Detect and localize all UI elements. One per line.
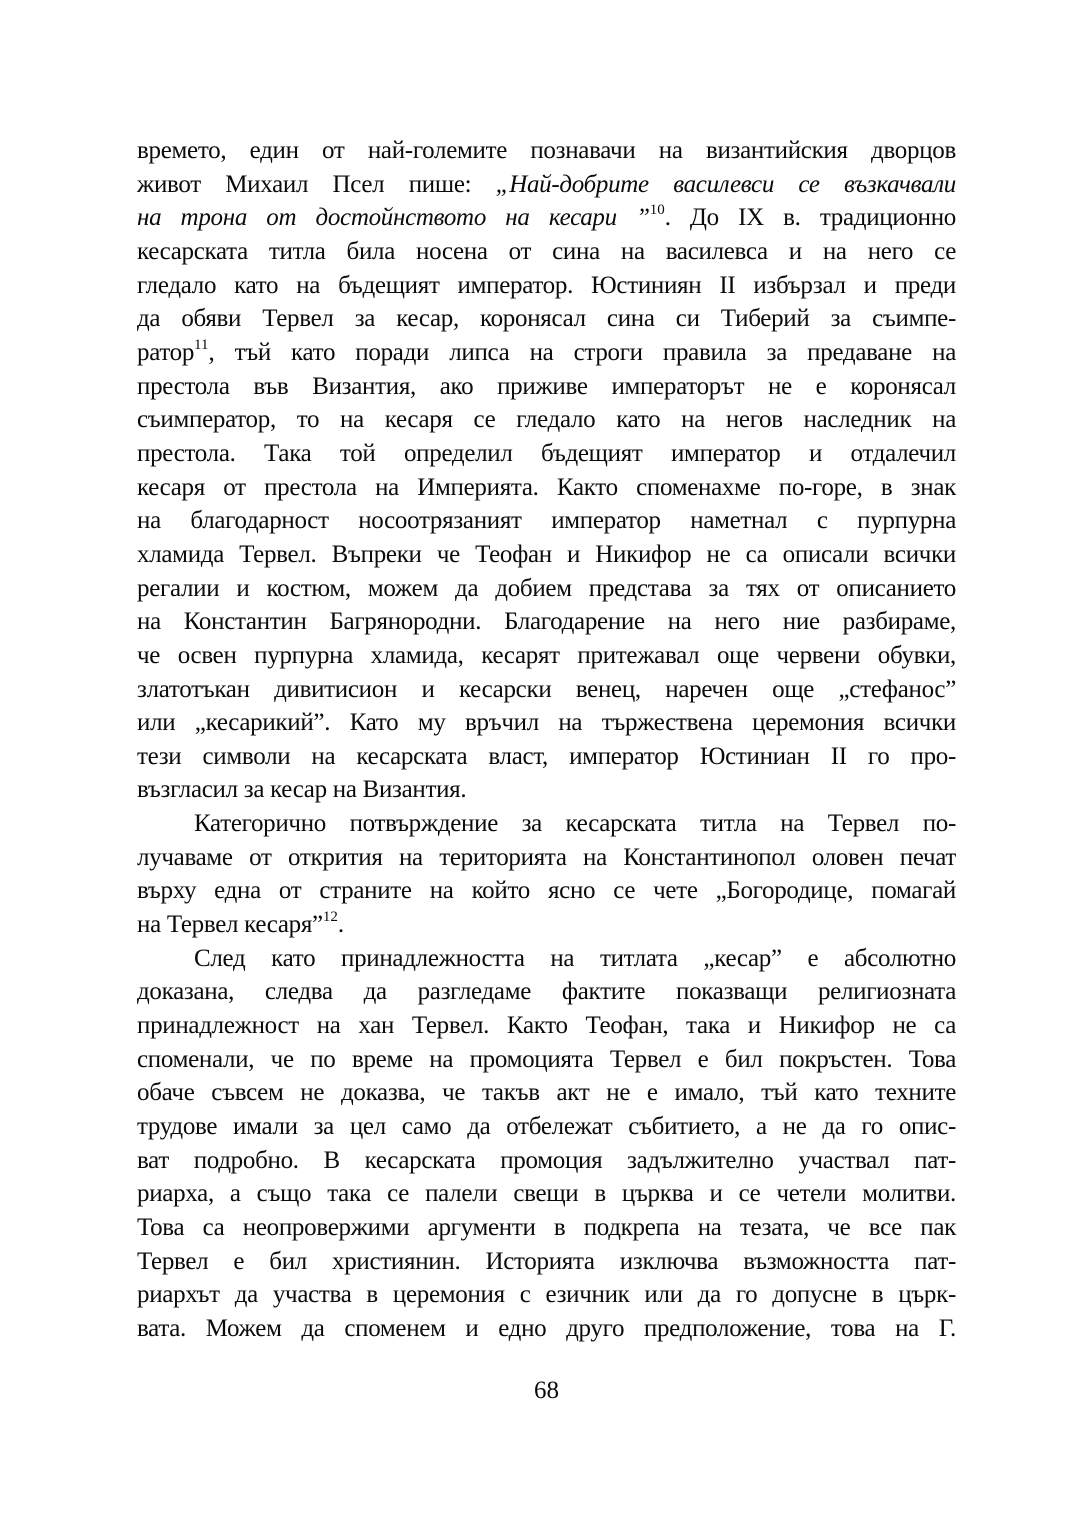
text-line [137,706,956,740]
text-run: хламида Тервел. Въпреки че Теофан и Никифор не са описали всички [137,540,956,568]
text-run: регалии и костюм, можем да добием представа за тях от описанието [137,574,956,602]
text-line [137,1043,956,1077]
text-run: споменали, че по време на промоцията Тервел е бил покръстен. Това [137,1045,956,1073]
text-line [137,572,956,606]
text-line [137,908,956,942]
text-line [137,336,956,370]
text-line [137,538,956,572]
text-run: , тъй като поради липса на строги правила за предаване на [208,338,956,366]
page-number: 68 [534,1377,559,1404]
text-run: възгласил за кесар на Византия. [137,776,467,804]
paragraph [137,807,956,942]
text-run: на Константин Багрянородни. Благодарение на него ние разбираме, [137,608,956,636]
text-run: ват подробно. В кесарската промоция задължително участвал пат- [137,1146,956,1174]
text-line [137,1110,956,1144]
text-run: риарха, а също така се палели свещи в църква и се четели молитви. [137,1180,956,1208]
text-run: трудове имали за цел само да отбележат събитието, а не да го опис- [137,1113,956,1141]
text-line [137,1177,956,1211]
text-line [137,403,956,437]
text-run: Категорично потвърждение за кесарската титла на Тервел по- [194,810,956,838]
text-run: времето, един от най-големите познавачи на византийския дворцов [137,137,956,164]
footnote-reference: 11 [194,336,209,353]
text-line [137,471,956,505]
text-line [137,235,956,269]
text-line [137,807,956,841]
text-run: гледало като на бъдещият император. Юстиниян II избързал и преди [137,271,956,299]
text-run: ратор [137,338,195,366]
text-line [137,1278,956,1312]
quoted-italic-text: „Най-добрите василевси се възкачвали [495,170,956,198]
quoted-italic-text: на трона от достойнството на кесари ” [137,204,650,232]
text-run: тези символи на кесарската власт, император Юстиниан II го про- [137,742,956,770]
text-line [137,639,956,673]
text-run: . До IX в. традиционно [664,204,956,232]
text-line [137,1211,956,1245]
text-run: риархът да участва в церемония с езичник или да го допусне в църк- [137,1281,956,1309]
text-run: принадлежност на хан Тервел. Както Теофан, така и Никифор не са [137,1012,956,1040]
text-line [137,942,956,976]
text-line [137,874,956,908]
text-line [137,1312,956,1346]
text-line [137,302,956,336]
text-run: доказана, следва да разгледаме фактите показващи религиозната [137,978,956,1006]
text-run: Тервел е бил християнин. Историята изключва възможността пат- [137,1247,956,1275]
text-line [137,673,956,707]
text-line [137,1245,956,1279]
text-line [137,370,956,404]
text-run: престола. Така той определил бъдещият император и отдалечил [137,439,956,467]
text-run: След като принадлежността на титлата „кесар” е абсолютно [194,944,956,972]
text-run: на Тервел кесаря” [137,911,323,939]
text-run: лучаваме от открития на територията на Константинопол оловен печат [137,843,956,871]
text-run: или „кесарикий”. Като му връчил на тържествена церемония всички [137,709,956,737]
text-run: вата. Можем да споменем и едно друго предположение, това на Г. [137,1314,956,1342]
paragraph [137,134,956,807]
text-line [137,1076,956,1110]
text-line [137,773,956,807]
text-line [137,841,956,875]
text-run: живот Михаил Псел пише: [137,170,496,198]
text-line [137,605,956,639]
text-line [137,975,956,1009]
text-run: съимператор, то на кесаря се гледало като на негов наследник на [137,406,956,434]
text-run: че освен пурпурна хламида, кесарят притежавал още червени обувки, [137,641,956,669]
text-run: кесарската титла била носена от сина на василевса и на него се [137,237,956,265]
footnote-reference: 10 [649,201,665,218]
text-run: Това са неопровержими аргументи в подкрепа на тезата, че все пак [137,1214,956,1241]
text-line [137,1009,956,1043]
text-run: кесаря от престола на Империята. Както споменахме по-горе, в знак [137,473,956,501]
text-run: златотъкан дивитисион и кесарски венец, наречен още „стефанос” [137,675,956,703]
footnote-reference: 12 [322,908,338,925]
text-line [137,740,956,774]
text-run: обаче съвсем не доказва, че такъв акт не е имало, тъй като техните [137,1079,956,1107]
text-run: . [337,911,344,939]
text-line [137,134,956,168]
text-line [137,269,956,303]
text-line [137,504,956,538]
text-line [137,437,956,471]
text-run: върху една от страните на който ясно се чете „Богородице, помагай [137,877,956,905]
text-run: престола във Византия, ако приживе императорът не е коронясал [137,372,956,400]
paragraph [137,942,956,1346]
text-run: на благодарност носоотрязаният император наметнал с пурпурна [137,507,956,535]
text-run: да обяви Тервел за кесар, коронясал сина си Тиберий за съимпе- [137,305,956,333]
page-text-block [137,134,956,1346]
text-line [137,168,956,202]
text-line [137,1144,956,1178]
text-line [137,201,956,235]
